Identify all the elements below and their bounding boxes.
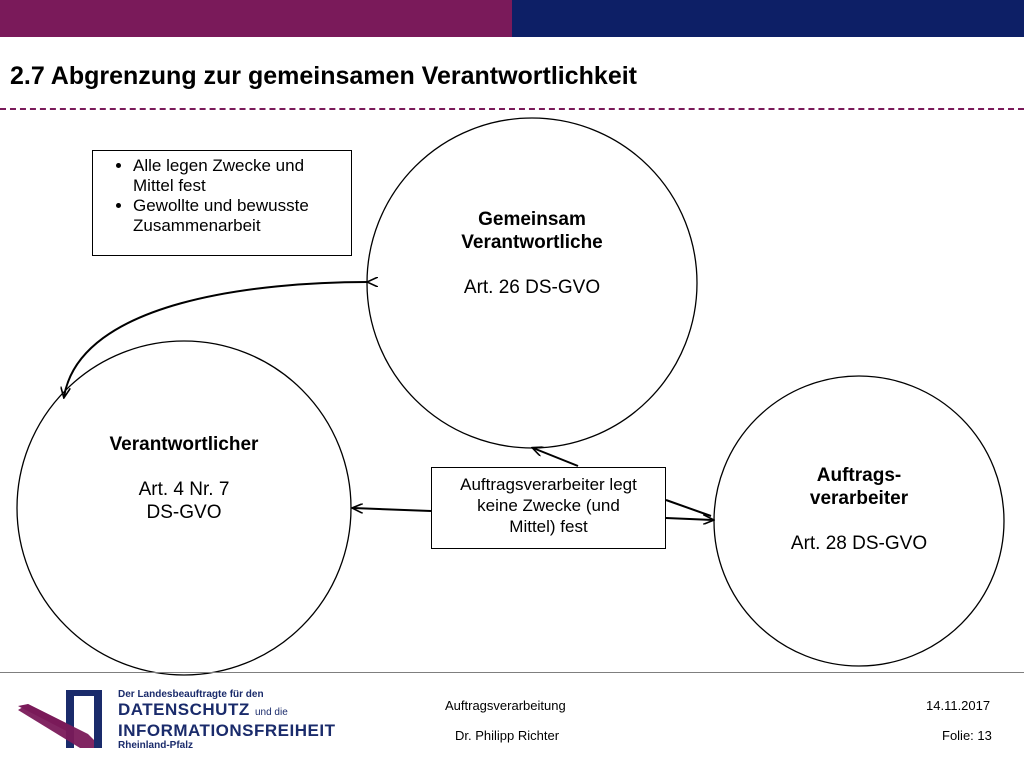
logo-line-3: INFORMATIONSFREIHEIT (118, 721, 336, 740)
middle-note-line-3: Mittel) fest (509, 517, 588, 536)
verantwortlicher-title: Verantwortlicher (109, 434, 259, 455)
verantwortlicher-label (64, 433, 304, 524)
logo-line-1: Der Landesbeauftragte für den (118, 689, 264, 700)
logo-emblem-icon (18, 690, 118, 748)
auftragsverarbeiter-article: Art. 28 DS-GVO (790, 533, 928, 554)
gemeinsam-article: Art. 26 DS-GVO (463, 277, 601, 298)
auftragsverarbeiter-title-2: verarbeiter (809, 488, 909, 509)
logo-line-2: DATENSCHUTZ (118, 700, 250, 719)
note-bullet-2: • Gewollte und bewusste Zusammenarbeit (133, 196, 345, 236)
gemeinsam-title-1: Gemeinsam (478, 209, 586, 230)
note-bullet-1: • Alle legen Zwecke und Mittel fest (133, 156, 345, 196)
note-box (92, 150, 352, 256)
footer-divider (0, 672, 1024, 673)
auftragsverarbeiter-label (739, 464, 979, 555)
middle-note-line-2: keine Zwecke (und (477, 496, 620, 515)
slide-title: 2.7 Abgrenzung zur gemeinsamen Verantwortlichkeit (10, 62, 638, 90)
verantwortlicher-article-1: Art. 4 Nr. 7 (138, 479, 230, 500)
logo-line-2-small: und die (254, 707, 288, 718)
footer-date: 14.11.2017 (926, 698, 991, 713)
middle-note-line-1: Auftragsverarbeiter legt (460, 475, 637, 494)
connector-box-to-auftragsverarbeiter (666, 500, 711, 516)
verantwortlicher-article-2: DS-GVO (146, 502, 222, 523)
arrow-to-verantwortlicher (353, 508, 431, 511)
auftragsverarbeiter-title-1: Auftrags- (816, 465, 902, 486)
footer-topic: Auftragsverarbeitung (445, 698, 566, 713)
arrow-to-auftragsverarbeiter (666, 518, 713, 520)
gemeinsam-label (412, 208, 652, 299)
logo-text (118, 689, 335, 752)
logo-line-4: Rheinland-Pfalz (118, 740, 194, 751)
gemeinsam-title-2: Verantwortliche (461, 232, 603, 253)
footer-slide-number: Folie: 13 (942, 728, 992, 743)
footer-author: Dr. Philipp Richter (455, 728, 560, 743)
arrow-to-gemeinsam (533, 448, 578, 466)
middle-note-box (431, 467, 666, 549)
